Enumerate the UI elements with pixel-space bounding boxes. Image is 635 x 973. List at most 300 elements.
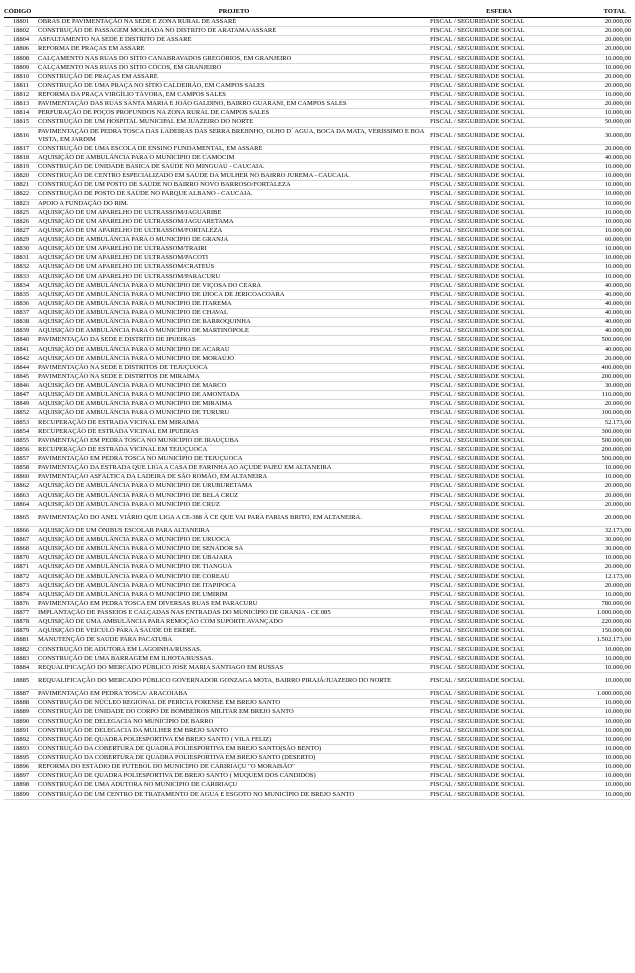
table-row [4, 63, 631, 72]
cell-total: 10.000,00 [568, 245, 631, 254]
cell-codigo: 18899 [4, 790, 38, 799]
cell-total: 10.000,00 [568, 790, 631, 799]
cell-esfera: FISCAL / SEGURIDADE SOCIAL [430, 144, 568, 153]
cell-total: 10.000,00 [568, 663, 631, 672]
cell-codigo: 18890 [4, 717, 38, 726]
cell-projeto: AQUISIÇÃO DE AMBULÂNCIA PARA O MUNICÍPIO DE MARCO [38, 382, 430, 391]
cell-projeto: CONSTRUÇÃO DE DELEGACIA DA MULHER EM BREJO SANTO [38, 726, 430, 735]
cell-esfera: FISCAL / SEGURIDADE SOCIAL [430, 455, 568, 464]
table-row [4, 599, 631, 608]
cell-esfera: FISCAL / SEGURIDADE SOCIAL [430, 72, 568, 81]
cell-total: 110.000,00 [568, 391, 631, 400]
table-row [4, 526, 631, 535]
cell-total: 10.000,00 [568, 708, 631, 717]
cell-total: 500.000,00 [568, 436, 631, 445]
table-row [4, 772, 631, 781]
cell-codigo: 18896 [4, 763, 38, 772]
cell-codigo: 18897 [4, 772, 38, 781]
cell-codigo: 18864 [4, 500, 38, 509]
cell-projeto: PAVIMENTAÇÃO EM PEDRA TOSCA EM DIVERSAS RUAS EM PARACURU [38, 599, 430, 608]
cell-esfera: FISCAL / SEGURIDADE SOCIAL [430, 36, 568, 45]
cell-codigo: 18882 [4, 645, 38, 654]
cell-esfera: FISCAL / SEGURIDADE SOCIAL [430, 781, 568, 790]
cell-esfera: FISCAL / SEGURIDADE SOCIAL [430, 226, 568, 235]
cell-esfera: FISCAL / SEGURIDADE SOCIAL [430, 590, 568, 599]
cell-projeto: RECUPERAÇÃO DE ESTRADA VICINAL EM MIRAIMA [38, 418, 430, 427]
cell-esfera: FISCAL / SEGURIDADE SOCIAL [430, 391, 568, 400]
table-row [4, 72, 631, 81]
cell-esfera: FISCAL / SEGURIDADE SOCIAL [430, 526, 568, 535]
cell-codigo: 18892 [4, 735, 38, 744]
table-row [4, 109, 631, 118]
cell-esfera: FISCAL / SEGURIDADE SOCIAL [430, 318, 568, 327]
cell-esfera: FISCAL / SEGURIDADE SOCIAL [430, 436, 568, 445]
cell-projeto: AQUISIÇÃO DE UMA AMBULÂNCIA PARA REMOÇÃO COM SUPORTE AVANÇADO [38, 618, 430, 627]
cell-total: 1.502.173,00 [568, 636, 631, 645]
cell-codigo: 18810 [4, 72, 38, 81]
cell-codigo: 18831 [4, 254, 38, 263]
cell-esfera: FISCAL / SEGURIDADE SOCIAL [430, 418, 568, 427]
cell-codigo: 18819 [4, 163, 38, 172]
cell-codigo: 18841 [4, 345, 38, 354]
cell-esfera: FISCAL / SEGURIDADE SOCIAL [430, 91, 568, 100]
cell-codigo: 18867 [4, 536, 38, 545]
table-row [4, 590, 631, 599]
cell-codigo: 18878 [4, 618, 38, 627]
cell-esfera: FISCAL / SEGURIDADE SOCIAL [430, 609, 568, 618]
cell-esfera: FISCAL / SEGURIDADE SOCIAL [430, 272, 568, 281]
cell-codigo: 18872 [4, 572, 38, 581]
table-row [4, 118, 631, 127]
cell-total: 40.000,00 [568, 281, 631, 290]
table-row [4, 636, 631, 645]
cell-esfera: FISCAL / SEGURIDADE SOCIAL [430, 636, 568, 645]
cell-total: 220.000,00 [568, 618, 631, 627]
cell-projeto: AQUISIÇÃO DE AMBULÂNCIA PARA O MUNICÍPIO DE CHAVAL [38, 309, 430, 318]
table-row [4, 217, 631, 226]
cell-projeto: CONSTRUÇÃO DA COBERTURA DE QUADRA POLIESPORTIVA EM BREJO SANTO(SÃO BENTO) [38, 744, 430, 753]
cell-total: 40.000,00 [568, 345, 631, 354]
cell-codigo: 18881 [4, 636, 38, 645]
cell-projeto: PAVIMENTAÇÃO EM PEDRA TOSCA NO MUNICÍPIO DE TEJUÇUOCA [38, 455, 430, 464]
cell-total: 10.000,00 [568, 554, 631, 563]
cell-projeto: AQUISIÇÃO DE AMBULÂNCIA PARA O MUNICÍPIO DE URUBURETAMA [38, 482, 430, 491]
cell-esfera: FISCAL / SEGURIDADE SOCIAL [430, 153, 568, 162]
cell-esfera: FISCAL / SEGURIDADE SOCIAL [430, 127, 568, 144]
cell-codigo: 18844 [4, 363, 38, 372]
header-total: TOTAL [568, 8, 631, 18]
cell-total: 780.000,00 [568, 599, 631, 608]
table-row [4, 272, 631, 281]
cell-codigo: 18845 [4, 372, 38, 381]
cell-codigo: 18815 [4, 118, 38, 127]
cell-projeto: CONSTRUÇÃO DE UM CENTRO DE TRATAMENTO DE AGUA E ESGOTO NO MUNICÍPIO DE BREJO SANTO [38, 790, 430, 799]
cell-projeto: AQUISIÇÃO DE AMBULÂNCIA PARA O MUNICÍPIO DE MORAÚJO [38, 354, 430, 363]
cell-esfera: FISCAL / SEGURIDADE SOCIAL [430, 708, 568, 717]
cell-projeto: AQUISIÇÃO DE AMBULÂNCIA PARA O MUNICÍPIO DE VIÇOSA DO CEARÁ [38, 281, 430, 290]
cell-codigo: 18816 [4, 127, 38, 144]
cell-total: 10.000,00 [568, 217, 631, 226]
cell-esfera: FISCAL / SEGURIDADE SOCIAL [430, 473, 568, 482]
cell-esfera: FISCAL / SEGURIDADE SOCIAL [430, 545, 568, 554]
cell-codigo: 18842 [4, 354, 38, 363]
cell-codigo: 18832 [4, 263, 38, 272]
cell-total: 10.000,00 [568, 263, 631, 272]
cell-codigo: 18840 [4, 336, 38, 345]
cell-codigo: 18871 [4, 563, 38, 572]
cell-projeto: PAVIMENTAÇÃO DAS RUAS SANTA MARIA E JOÃO GALDINO, BAIRRO GUARANI, EM CAMPOS SALES [38, 100, 430, 109]
cell-esfera: FISCAL / SEGURIDADE SOCIAL [430, 254, 568, 263]
cell-projeto: CONSTRUÇÃO DE NÚCLEO REGIONAL DE PERÍCIA FORENSE EM BREJO SANTO [38, 699, 430, 708]
cell-projeto: REQUALIFICAÇÃO DO MERCADO PÚBLICO JOSÉ MARIA SANTIAGO EM RUSSAS [38, 663, 430, 672]
table-row [4, 545, 631, 554]
cell-projeto: AQUISIÇÃO DE AMBULÂNCIA PARA O MUNICÍPIO DE MIRAÍMA [38, 400, 430, 409]
cell-codigo: 18854 [4, 427, 38, 436]
cell-codigo: 18837 [4, 309, 38, 318]
cell-esfera: FISCAL / SEGURIDADE SOCIAL [430, 744, 568, 753]
cell-projeto [38, 127, 430, 144]
cell-projeto: AQUISIÇÃO DE AMBULÂNCIA PARA O MUNICÍPIO DE CAMOCIM [38, 153, 430, 162]
cell-projeto: AQUISIÇÃO DE AMBULÂNCIA PARA O MUNICÍPIO DE UMIRIM [38, 590, 430, 599]
cell-total: 32.173,00 [568, 526, 631, 535]
cell-total: 60.000,00 [568, 236, 631, 245]
table-row [4, 672, 631, 689]
table-row [4, 290, 631, 299]
cell-esfera: FISCAL / SEGURIDADE SOCIAL [430, 699, 568, 708]
cell-total: 10.000,00 [568, 190, 631, 199]
table-row [4, 91, 631, 100]
cell-codigo: 18853 [4, 418, 38, 427]
cell-total: 10.000,00 [568, 717, 631, 726]
cell-projeto: CONSTRUÇÃO DE UMA ESCOLA DE ENSINO FUNDAMENTAL, EM ASSARÉ [38, 144, 430, 153]
cell-codigo: 18866 [4, 526, 38, 535]
cell-projeto [38, 672, 430, 689]
cell-total: 400.000,00 [568, 363, 631, 372]
header-projeto: PROJETO [38, 8, 430, 18]
table-row [4, 345, 631, 354]
cell-total: 20.000,00 [568, 27, 631, 36]
table-row [4, 54, 631, 63]
table-row [4, 153, 631, 162]
cell-total: 30.000,00 [568, 382, 631, 391]
cell-projeto: PAVIMENTAÇÃO ASFÁLTICA DA LADEIRA DE SÃO ROMÃO, EM ALTANEIRA [38, 473, 430, 482]
cell-codigo: 18801 [4, 18, 38, 27]
cell-total: 20.000,00 [568, 500, 631, 509]
table-row [4, 708, 631, 717]
cell-esfera: FISCAL / SEGURIDADE SOCIAL [430, 172, 568, 181]
cell-codigo: 18822 [4, 190, 38, 199]
table-row [4, 336, 631, 345]
cell-esfera: FISCAL / SEGURIDADE SOCIAL [430, 554, 568, 563]
table-row [4, 382, 631, 391]
cell-esfera: FISCAL / SEGURIDADE SOCIAL [430, 336, 568, 345]
table-row [4, 181, 631, 190]
cell-projeto: AQUISIÇÃO DE AMBULÂNCIA PARA O MUNICÍPIO DE URUOCA [38, 536, 430, 545]
cell-esfera: FISCAL / SEGURIDADE SOCIAL [430, 18, 568, 27]
cell-esfera: FISCAL / SEGURIDADE SOCIAL [430, 109, 568, 118]
table-row [4, 226, 631, 235]
cell-total: 20.000,00 [568, 400, 631, 409]
cell-codigo: 18846 [4, 382, 38, 391]
cell-total: 10.000,00 [568, 163, 631, 172]
cell-codigo: 18857 [4, 455, 38, 464]
cell-esfera: FISCAL / SEGURIDADE SOCIAL [430, 345, 568, 354]
cell-projeto: CONSTRUÇÃO DE DELEGACIA NO MUNICÍPIO DE BARRO [38, 717, 430, 726]
cell-codigo: 18877 [4, 609, 38, 618]
cell-total: 20.000,00 [568, 509, 631, 526]
table-row [4, 172, 631, 181]
cell-codigo: 18825 [4, 208, 38, 217]
table-row [4, 318, 631, 327]
cell-codigo: 18888 [4, 699, 38, 708]
cell-total: 30.000,00 [568, 536, 631, 545]
cell-esfera: FISCAL / SEGURIDADE SOCIAL [430, 427, 568, 436]
cell-total: 40.000,00 [568, 327, 631, 336]
table-row [4, 572, 631, 581]
cell-projeto: CONSTRUÇÃO DE UNIDADE BÁSICA DE SAÚDE NO MINGUAÚ - CAUCAIA. [38, 163, 430, 172]
table-row [4, 236, 631, 245]
cell-projeto: CALÇAMENTO NAS RUAS DO SÍTIO CÓCOS, EM GRANJEIRO [38, 63, 430, 72]
cell-projeto: CONSTRUÇÃO DE POSTO DE SAÚDE NO PARQUE ALBANO - CAUCAIA. [38, 190, 430, 199]
cell-projeto-text: REQUALIFICAÇÃO DO MERCADO PÚBLICO GOVERNADOR GONZAGA MOTA, BAIRRO PIRAJÁ/JUAZEIRO DO NORTE [38, 677, 392, 685]
cell-codigo: 18858 [4, 464, 38, 473]
table-row [4, 263, 631, 272]
cell-esfera: FISCAL / SEGURIDADE SOCIAL [430, 400, 568, 409]
cell-projeto: CONSTRUÇÃO DE UMA ADUTORA NO MUNICÍPIO DE CARIRIAÇU [38, 781, 430, 790]
cell-total: 10.000,00 [568, 63, 631, 72]
cell-total: 20.000,00 [568, 81, 631, 90]
cell-esfera: FISCAL / SEGURIDADE SOCIAL [430, 482, 568, 491]
cell-esfera: FISCAL / SEGURIDADE SOCIAL [430, 500, 568, 509]
cell-projeto: AQUISIÇÃO DE AMBULÂNCIA PARA O MUNICÍPIO DE ITAREMA [38, 299, 430, 308]
cell-esfera: FISCAL / SEGURIDADE SOCIAL [430, 754, 568, 763]
cell-total: 150.000,00 [568, 627, 631, 636]
cell-esfera: FISCAL / SEGURIDADE SOCIAL [430, 445, 568, 454]
cell-codigo: 18849 [4, 400, 38, 409]
cell-total: 10.000,00 [568, 654, 631, 663]
cell-esfera: FISCAL / SEGURIDADE SOCIAL [430, 645, 568, 654]
table-row [4, 726, 631, 735]
table-row [4, 790, 631, 799]
table-row [4, 436, 631, 445]
cell-projeto: CONSTRUÇÃO DE QUADRA POLIESPORTIVA EM BREJO SANTO ( VILA FELIZ) [38, 735, 430, 744]
cell-projeto: MANUTENÇÃO DE SAÚDE PARA PACATUBA [38, 636, 430, 645]
table-row [4, 473, 631, 482]
table-row [4, 581, 631, 590]
table-row [4, 609, 631, 618]
cell-esfera: FISCAL / SEGURIDADE SOCIAL [430, 281, 568, 290]
cell-projeto: PAVIMENTAÇÃO NA SEDE E DISTRITOS DE MIRAÍMA [38, 372, 430, 381]
table-body [4, 18, 631, 800]
cell-total: 10.000,00 [568, 699, 631, 708]
cell-codigo: 18812 [4, 91, 38, 100]
cell-codigo: 18895 [4, 754, 38, 763]
cell-esfera: FISCAL / SEGURIDADE SOCIAL [430, 208, 568, 217]
cell-projeto: APOIO A FUNDAÇÃO DO RIM. [38, 199, 430, 208]
cell-projeto: CONSTRUÇÃO DE UM POSTO DE SAÚDE NO BAIRRO NOVO BARROSO/FORTALEZA [38, 181, 430, 190]
cell-codigo: 18836 [4, 299, 38, 308]
cell-projeto: REFORMA DE PRAÇAS EM ASSARÉ [38, 45, 430, 54]
cell-codigo: 18898 [4, 781, 38, 790]
table-row [4, 299, 631, 308]
cell-projeto: AQUISIÇÃO DE AMBULÂNCIA PARA O MUNICÍPIO DE IJIOCA DE JERICOACOARA [38, 290, 430, 299]
cell-esfera: FISCAL / SEGURIDADE SOCIAL [430, 54, 568, 63]
cell-projeto: REFORMA DO ESTÁDIO DE FUTEBOL DO MUNICÍPIO DE CARIRIAÇU "O MORAISÃO" [38, 763, 430, 772]
cell-total: 10.000,00 [568, 254, 631, 263]
table-row [4, 372, 631, 381]
cell-esfera: FISCAL / SEGURIDADE SOCIAL [430, 263, 568, 272]
cell-esfera: FISCAL / SEGURIDADE SOCIAL [430, 618, 568, 627]
cell-codigo: 18818 [4, 153, 38, 162]
cell-codigo: 18802 [4, 27, 38, 36]
cell-projeto: AQUISIÇÃO DE UM APARELHO DE ULTRASSOM/JAGUARETAMA [38, 217, 430, 226]
cell-total: 10.000,00 [568, 754, 631, 763]
cell-total: 20.000,00 [568, 36, 631, 45]
cell-codigo: 18862 [4, 482, 38, 491]
table-row [4, 199, 631, 208]
cell-esfera: FISCAL / SEGURIDADE SOCIAL [430, 118, 568, 127]
cell-projeto: AQUISIÇÃO DE AMBULÂNCIA PARA O MUNICÍPIO DE COREAÚ [38, 572, 430, 581]
table-row [4, 699, 631, 708]
cell-codigo: 18833 [4, 272, 38, 281]
table-row [4, 536, 631, 545]
cell-projeto: CONSTRUÇÃO DA COBERTURA DE QUADRA POLIESPORTIVA EM BREJO SANTO (DESERTO) [38, 754, 430, 763]
cell-total: 10.000,00 [568, 199, 631, 208]
cell-projeto: RECUPERAÇÃO DE ESTRADA VICINAL EM TEJUÇUOCA [38, 445, 430, 454]
header-codigo: CÓDIGO [4, 8, 38, 18]
table-row [4, 427, 631, 436]
cell-total: 100.000,00 [568, 409, 631, 418]
cell-projeto: CONSTRUÇÃO DE ADUTORA EM LAGOINHA/RUSSAS. [38, 645, 430, 654]
table-row [4, 208, 631, 217]
cell-projeto: AQUISIÇÃO DE UM APARELHO DE ULTRASSOM/PACOTI [38, 254, 430, 263]
cell-esfera: FISCAL / SEGURIDADE SOCIAL [430, 536, 568, 545]
cell-total: 200.000,00 [568, 445, 631, 454]
cell-total: 1.000.000,00 [568, 690, 631, 699]
cell-codigo: 18852 [4, 409, 38, 418]
table-row [4, 618, 631, 627]
cell-esfera: FISCAL / SEGURIDADE SOCIAL [430, 763, 568, 772]
cell-total: 20.000,00 [568, 144, 631, 153]
cell-esfera: FISCAL / SEGURIDADE SOCIAL [430, 563, 568, 572]
table-row [4, 163, 631, 172]
table-row [4, 281, 631, 290]
table-row [4, 190, 631, 199]
cell-projeto: AQUISIÇÃO DE AMBULÂNCIA PARA O MUNICÍPIO DE BARROQUINHA [38, 318, 430, 327]
table-row [4, 309, 631, 318]
table-row [4, 554, 631, 563]
table-row [4, 482, 631, 491]
table-row [4, 144, 631, 153]
cell-total: 200.000,00 [568, 372, 631, 381]
cell-esfera: FISCAL / SEGURIDADE SOCIAL [430, 372, 568, 381]
cell-total: 52.173,00 [568, 418, 631, 427]
cell-esfera: FISCAL / SEGURIDADE SOCIAL [430, 63, 568, 72]
cell-esfera: FISCAL / SEGURIDADE SOCIAL [430, 45, 568, 54]
cell-esfera: FISCAL / SEGURIDADE SOCIAL [430, 717, 568, 726]
cell-codigo: 18865 [4, 509, 38, 526]
cell-esfera: FISCAL / SEGURIDADE SOCIAL [430, 790, 568, 799]
cell-esfera: FISCAL / SEGURIDADE SOCIAL [430, 100, 568, 109]
cell-projeto: AQUISIÇÃO DE AMBULÂNCIA PARA O MUNICÍPIO DE BELA CRUZ [38, 491, 430, 500]
cell-total: 40.000,00 [568, 299, 631, 308]
cell-projeto: RECUPERAÇÃO DE ESTRADA VICINAL EM IPUEIRAS [38, 427, 430, 436]
table-row [4, 627, 631, 636]
table-row [4, 363, 631, 372]
cell-codigo: 18838 [4, 318, 38, 327]
cell-total: 10.000,00 [568, 226, 631, 235]
cell-esfera: FISCAL / SEGURIDADE SOCIAL [430, 163, 568, 172]
cell-projeto: OBRAS DE PAVIMENTAÇÃO NA SEDE E ZONA RURAL DE ASSARÉ [38, 18, 430, 27]
cell-total: 20.000,00 [568, 563, 631, 572]
cell-projeto: PERFURAÇÃO DE POÇOS PROFUNDOS NA ZONA RURAL DE CAMPOS SALES [38, 109, 430, 118]
cell-total: 20.000,00 [568, 354, 631, 363]
budget-table [4, 8, 631, 800]
cell-codigo: 18876 [4, 599, 38, 608]
cell-projeto: AQUISIÇÃO DE AMBULÂNCIA PARA O MUNICÍPIO DE TIANGUÁ [38, 563, 430, 572]
cell-total: 10.000,00 [568, 473, 631, 482]
table-row [4, 663, 631, 672]
cell-esfera: FISCAL / SEGURIDADE SOCIAL [430, 409, 568, 418]
cell-codigo: 18883 [4, 654, 38, 663]
cell-esfera: FISCAL / SEGURIDADE SOCIAL [430, 190, 568, 199]
cell-total: 20.000,00 [568, 581, 631, 590]
cell-total: 10.000,00 [568, 772, 631, 781]
cell-projeto: AQUISIÇÃO DE UM APARELHO DE ULTRASSOM/CRATEÚS [38, 263, 430, 272]
cell-codigo: 18814 [4, 109, 38, 118]
cell-projeto: CONSTRUÇÃO DE CENTRO ESPECIALIZADO EM SAÚDE DA MULHER NO BAIRRO JUREMA - CAUCAIA. [38, 172, 430, 181]
cell-codigo: 18847 [4, 391, 38, 400]
cell-total: 20.000,00 [568, 491, 631, 500]
cell-total: 20.000,00 [568, 482, 631, 491]
table-row [4, 254, 631, 263]
cell-codigo: 18827 [4, 226, 38, 235]
cell-projeto: ASFALTAMENTO NA SEDE E DISTRITO DE ASSARÉ [38, 36, 430, 45]
table-row [4, 445, 631, 454]
cell-total: 10.000,00 [568, 181, 631, 190]
cell-total: 10.000,00 [568, 672, 631, 689]
cell-total: 50.000,00 [568, 118, 631, 127]
cell-codigo: 18868 [4, 545, 38, 554]
cell-esfera: FISCAL / SEGURIDADE SOCIAL [430, 581, 568, 590]
cell-total: 20.000,00 [568, 18, 631, 27]
cell-total: 10.000,00 [568, 763, 631, 772]
cell-codigo: 18834 [4, 281, 38, 290]
table-row [4, 18, 631, 27]
table-row [4, 781, 631, 790]
table-row [4, 754, 631, 763]
cell-total: 20.000,00 [568, 72, 631, 81]
cell-codigo: 18885 [4, 672, 38, 689]
header-esfera: ESFERA [430, 8, 568, 18]
cell-projeto: CONSTRUÇÃO DE UMA PRAÇA NO SÍTIO CALDEIRÃO, EM CAMPOS SALES [38, 81, 430, 90]
table-row [4, 36, 631, 45]
cell-codigo: 18830 [4, 245, 38, 254]
cell-codigo: 18856 [4, 445, 38, 454]
cell-total: 1.000.000,00 [568, 609, 631, 618]
cell-esfera: FISCAL / SEGURIDADE SOCIAL [430, 654, 568, 663]
cell-codigo: 18813 [4, 100, 38, 109]
table-row [4, 245, 631, 254]
table-row [4, 391, 631, 400]
cell-esfera: FISCAL / SEGURIDADE SOCIAL [430, 363, 568, 372]
table-row [4, 763, 631, 772]
cell-esfera: FISCAL / SEGURIDADE SOCIAL [430, 199, 568, 208]
cell-codigo: 18808 [4, 54, 38, 63]
cell-esfera: FISCAL / SEGURIDADE SOCIAL [430, 290, 568, 299]
cell-projeto: CONSTRUÇÃO DE PRAÇAS EM ASSARÉ [38, 72, 430, 81]
cell-total: 20.000,00 [568, 100, 631, 109]
